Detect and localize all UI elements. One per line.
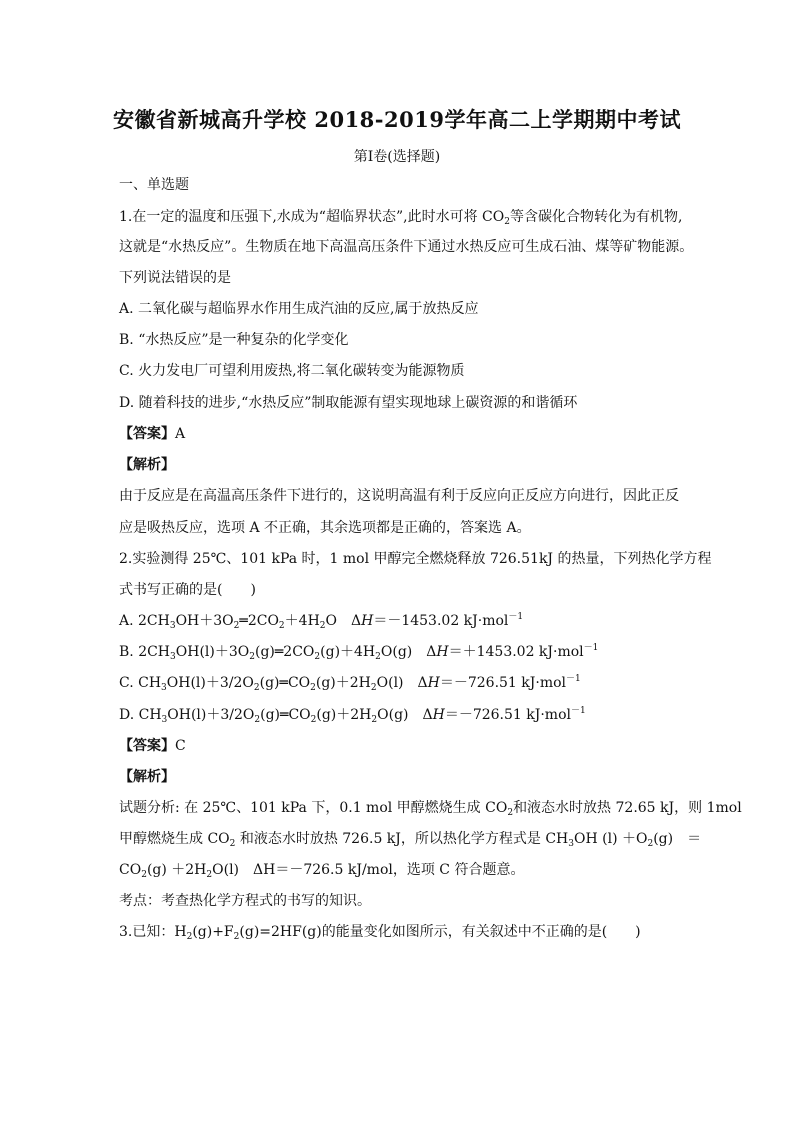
q2-consider-note: 考点：考查热化学方程式的书写的知识。 <box>119 893 371 909</box>
q2-analysis-line-2: 甲醇燃烧生成 $CO_2$ 和液态水时放热 726.5 kJ，所以热化学方程式是 $CH_3OH$ $(l) +O_2(g)$ ＝ <box>119 831 702 849</box>
q1-option-c: C. 火力发电厂可望利用废热,将二氧化碳转变为能源物质 <box>119 363 465 379</box>
q2-analysis-tag: 【解析】 <box>119 769 175 785</box>
q1-stem-line-3: 下列说法错误的是 <box>119 270 231 286</box>
page-title: 安徽省新城高升学校 2018-2019学年高二上学期期中考试 <box>113 107 681 132</box>
q2-option-a: A. $2CH_3OH+3O_2═2CO_2+4H_2O$ ΔH＝－1453.02 kJ·mol$^{-1}$ <box>119 612 524 631</box>
page-subtitle: 第I卷(选择题) <box>353 149 441 165</box>
q3-stem: 3.已知：$H_2(g)+F_2(g)=2HF(g)$的能量变化如图所示，有关叙述中不正确的是( ) <box>119 924 641 942</box>
q2-analysis-line-1: 试题分析: 在 25℃、101 kPa 下，0.1 mol 甲醇燃烧生成 $CO_2$和液态水时放热 72.65 kJ，则 1mol <box>119 800 742 818</box>
q1-stem-line-2: 这就是“水热反应”。生物质在地下高温高压条件下通过水热反应可生成石油、煤等矿物能源。 <box>119 239 694 255</box>
q2-stem-line-2: 式书写正确的是( ) <box>119 582 256 598</box>
q1-answer: 【答案】A <box>119 426 186 442</box>
q2-answer: 【答案】C <box>119 738 186 754</box>
q1-option-a: A. 二氧化碳与超临界水作用生成汽油的反应,属于放热反应 <box>119 301 479 317</box>
q2-option-c: C. $CH_3OH(l)+3/2O_2(g)═CO_2(g)+2H_2O(l)$ ΔH＝－726.51 kJ·mol$^{-1}$ <box>119 674 581 693</box>
section-heading: 一、单选题 <box>119 177 189 193</box>
q1-option-d: D. 随着科技的进步,“水热反应”制取能源有望实现地球上碳资源的和谐循环 <box>119 395 578 411</box>
q1-analysis-line-1: 由于反应是在高温高压条件下进行的，这说明高温有利于反应向正反应方向进行，因此正反 <box>119 488 679 504</box>
q2-stem-line-1: 2.实验测得 25℃、101 kPa 时，1 mol 甲醇完全燃烧释放 726.51kJ 的热量，下列热化学方程 <box>119 551 712 567</box>
q1-option-b: B. “水热反应”是一种复杂的化学变化 <box>119 332 349 348</box>
q2-analysis-line-3: $CO_2(g) +2H_2O(l)$ ΔH＝－726.5 kJ/mol，选项 C 符合题意。 <box>119 862 525 880</box>
q1-analysis-tag: 【解析】 <box>119 457 175 473</box>
q1-analysis-line-2: 应是吸热反应，选项 A 不正确，其余选项都是正确的，答案选 A。 <box>119 520 531 536</box>
q2-option-d: D. $CH_3OH(l)+3/2O_2(g)═CO_2(g)+2H_2O(g)$ ΔH＝－726.51 kJ·mol$^{-1}$ <box>119 706 586 725</box>
q2-option-b: B. $2CH_3OH(l)+3O_2(g)═2CO_2(g)+4H_2O(g)$ ΔH＝＋1453.02 kJ·mol$^{-1}$ <box>119 643 599 662</box>
q1-stem-line-1: 1.在一定的温度和压强下,水成为“超临界状态”,此时水可将 $CO_2$等含碳化合物转化为有机物, <box>119 209 683 227</box>
